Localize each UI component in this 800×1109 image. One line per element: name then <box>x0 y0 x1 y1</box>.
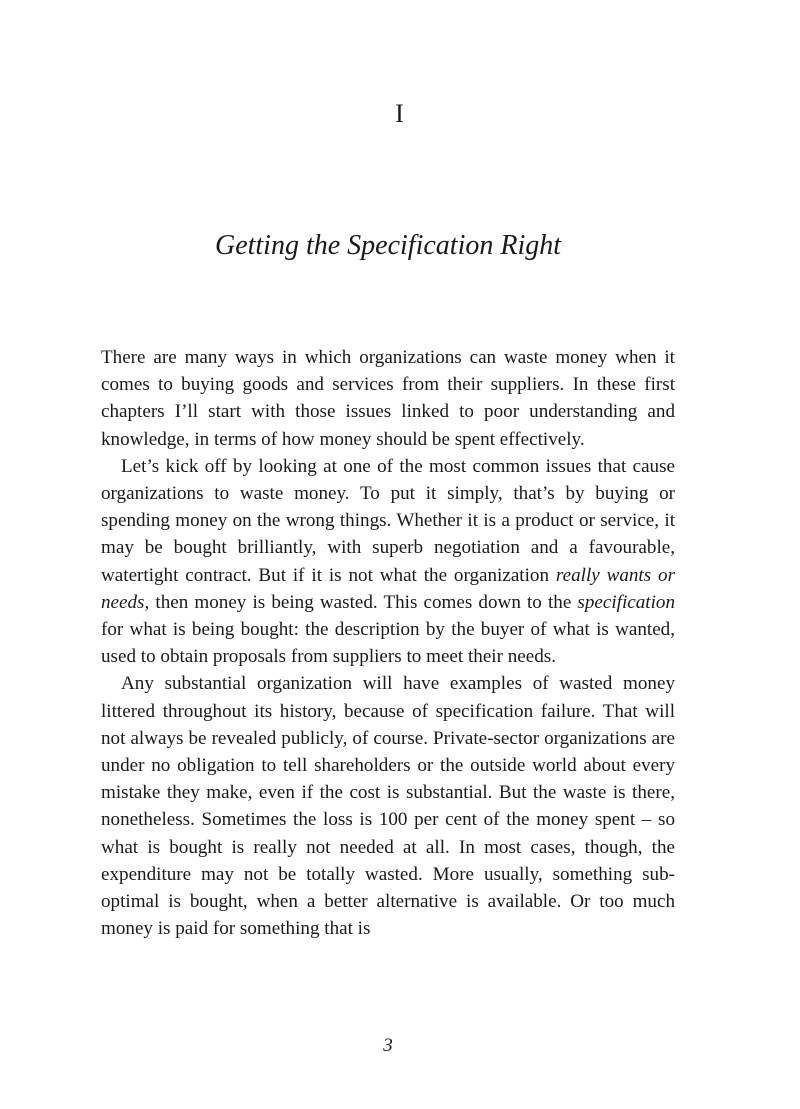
text-run: There are many ways in which organizations can waste money when it comes to buying goods and services from their suppliers. In these first chapters I’ll start with those issues linked to poor understanding and knowledge, in terms of how money should be spent effectively. <box>101 347 675 450</box>
emphasis-text: specification <box>577 591 675 613</box>
text-run: , then money is being wasted. This comes down to the <box>144 591 578 613</box>
chapter-number: I <box>395 99 405 128</box>
chapter-title: Getting the Specification Right <box>214 230 562 261</box>
text-run: Let’s kick off by looking at one of the most common issues that cause organizations to waste money. To put it simply, that’s by buying or spending money on the wrong things. Whether it is a product or service, it may be bought brilliantly, with superb negotiation and a favourable, watertight contract. But if it is not what the organization <box>101 455 675 586</box>
text-run: for what is being bought: the description by the buyer of what is wanted, used to obtain proposals from suppliers to meet their needs. <box>101 619 675 668</box>
paragraph <box>101 453 675 671</box>
page-number: 3 <box>383 1035 393 1056</box>
body-text <box>101 344 675 942</box>
paragraph <box>101 344 675 453</box>
paragraph <box>101 670 675 942</box>
text-run: Any substantial organization will have examples of wasted money littered throughout its history, because of specification failure. That will not always be revealed publicly, of course. Private-sector organizations are under no obligation to tell shareholders or the outside world about every mistake they make, even if the cost is substantial. But the waste is there, nonetheless. Sometimes the loss is 100 per cent of the money spent – so what is bought is really not needed at all. In most cases, though, the expenditure may not be totally wasted. More usually, something sub-optimal is bought, when a better alternative is available. Or too much money is paid for something that is <box>101 673 675 940</box>
emphasis-text: really wants or needs <box>101 564 675 613</box>
